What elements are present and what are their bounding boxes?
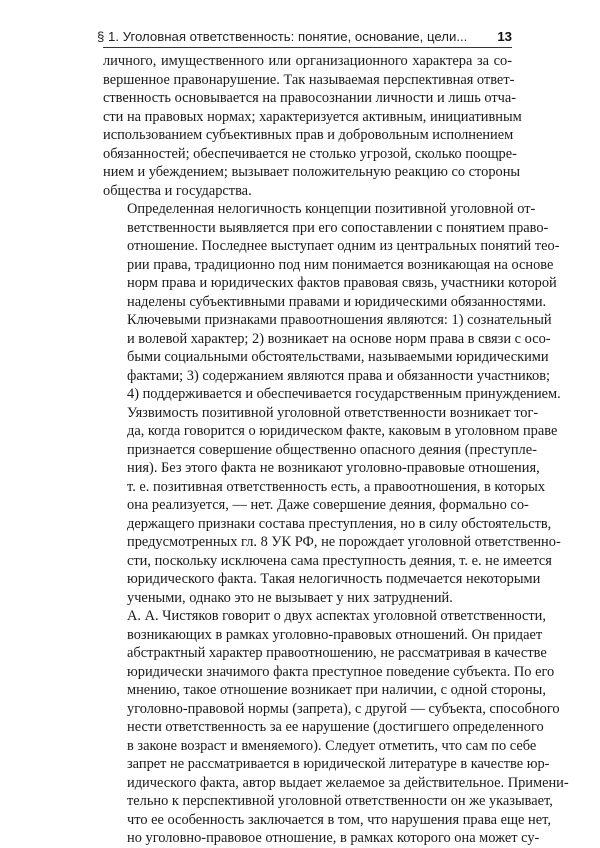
- text-line: запрет не рассматривается в юридической литературе в качестве юр-: [127, 756, 550, 772]
- page-number: 13: [497, 28, 512, 44]
- running-head: [97, 24, 512, 48]
- text-line: использованием субъективных прав и добровольным исполнением: [103, 127, 514, 143]
- text-line: А. А. Чистяков говорит о двух аспектах уголовной ответственности,: [127, 608, 546, 624]
- text-line: фактами; 3) содержанием являются права и обязанности участников;: [127, 367, 551, 384]
- text-line: юридического факта. Такая нелогичность подмечается некоторыми: [127, 571, 541, 587]
- text-line: обязанностей; обеспечивается не столько угрозой, сколько поощре-: [103, 145, 517, 162]
- text-line: Ключевыми признаками правоотношения являются: 1) сознательный: [127, 312, 552, 328]
- text-line: предусмотренных гл. 8 УК РФ, не порождает уголовной ответственно-: [127, 534, 561, 550]
- text-line: ветственности выявляется при его сопоставлении с понятием право-: [127, 219, 549, 236]
- text-line: сти, поскольку исключена сама преступность деяния, т. е. не имеется: [127, 552, 552, 569]
- text-line: нием и убеждением; вызывает положительную реакцию со стороны: [103, 164, 521, 180]
- text-line: вершенное правонарушение. Так называемая перспективная ответ-: [103, 71, 515, 88]
- text-line: она реализуется, — нет. Даже совершение деяния, формально со-: [127, 497, 529, 513]
- text-line: но уголовно-правовое отношение, в рамках которого она может су-: [127, 830, 540, 846]
- section-title: § 1. Уголовная ответственность: понятие, основание, цели...: [97, 28, 468, 44]
- text-line: быми социальными обстоятельствами, называемыми юридическими: [127, 349, 549, 365]
- text-line: Определенная нелогичность концепции позитивной уголовной от-: [127, 201, 536, 217]
- text-line: отношение. Последнее выступает одним из центральных понятий тео-: [127, 238, 560, 254]
- text-line: уголовно-правовой нормы (запрета), с другой — субъекта, способного: [127, 700, 560, 717]
- body-text: [103, 52, 569, 848]
- paragraph-1: [103, 52, 522, 200]
- text-line: держащего признаки состава преступления, но в силу обстоятельств,: [127, 515, 552, 532]
- text-line: наделены субъективными правами и юридическими обязанностями.: [127, 293, 547, 310]
- text-line: юридически значимого факта преступное поведение субъекта. По его: [127, 663, 555, 680]
- text-line: сти на правовых нормах; характеризуется активным, инициативным: [103, 108, 522, 125]
- text-line: признается совершение общественно опасного деяния (преступле-: [127, 441, 537, 458]
- text-line: да, когда говорится о юридическом факте, каковым в уголовном праве: [127, 423, 558, 439]
- text-line: Уязвимость позитивной уголовной ответственности возникает тог-: [127, 404, 539, 421]
- text-line: мнению, такое отношение возникает при наличии, с одной стороны,: [127, 682, 546, 698]
- paragraph-4: [103, 607, 569, 848]
- paragraph-3: [103, 404, 561, 608]
- text-line: и волевой характер; 2) возникает на основе норм права в связи с осо-: [127, 330, 551, 347]
- text-line: ния). Без этого факта не возникают уголовно-правовые отношения,: [127, 460, 540, 476]
- text-line: учеными, однако это не вызывает у них затруднений.: [127, 589, 453, 606]
- text-line: общества и государства.: [103, 182, 252, 199]
- text-line: тельно к перспективной уголовной ответственности он же указывает,: [127, 793, 553, 809]
- text-line: возникающих в рамках уголовно-правовых отношений. Он придает: [127, 626, 543, 643]
- text-line: т. е. позитивная ответственность есть, а правоотношения, в которых: [127, 478, 546, 495]
- text-line: личного, имущественного или организационного характера за со-: [103, 53, 512, 69]
- text-line: нести ответственность за ее нарушение (достигшего определенного: [127, 719, 544, 735]
- text-line: идического факта, автор выдает желаемое за действительное. Примени-: [127, 774, 569, 791]
- header-rule: [103, 47, 512, 48]
- text-line: абстрактный характер правоотношению, не рассматривая в качестве: [127, 645, 547, 661]
- text-line: 4) поддерживается и обеспечивается государственным принуждением.: [127, 386, 561, 402]
- text-line: норм права и юридических фактов правовая связь, участники которой: [127, 275, 557, 291]
- paragraph-2: [103, 200, 561, 404]
- text-line: рии права, традиционно под ним понимается возникающая на основе: [127, 256, 554, 273]
- text-line: что ее особенность заключается в том, что нарушения права еще нет,: [127, 811, 551, 828]
- text-line: ственность основывается на правосознании личности и лишь отча-: [103, 90, 517, 106]
- text-line: в законе возраст и вменяемого). Следует отметить, что сам по себе: [127, 737, 537, 754]
